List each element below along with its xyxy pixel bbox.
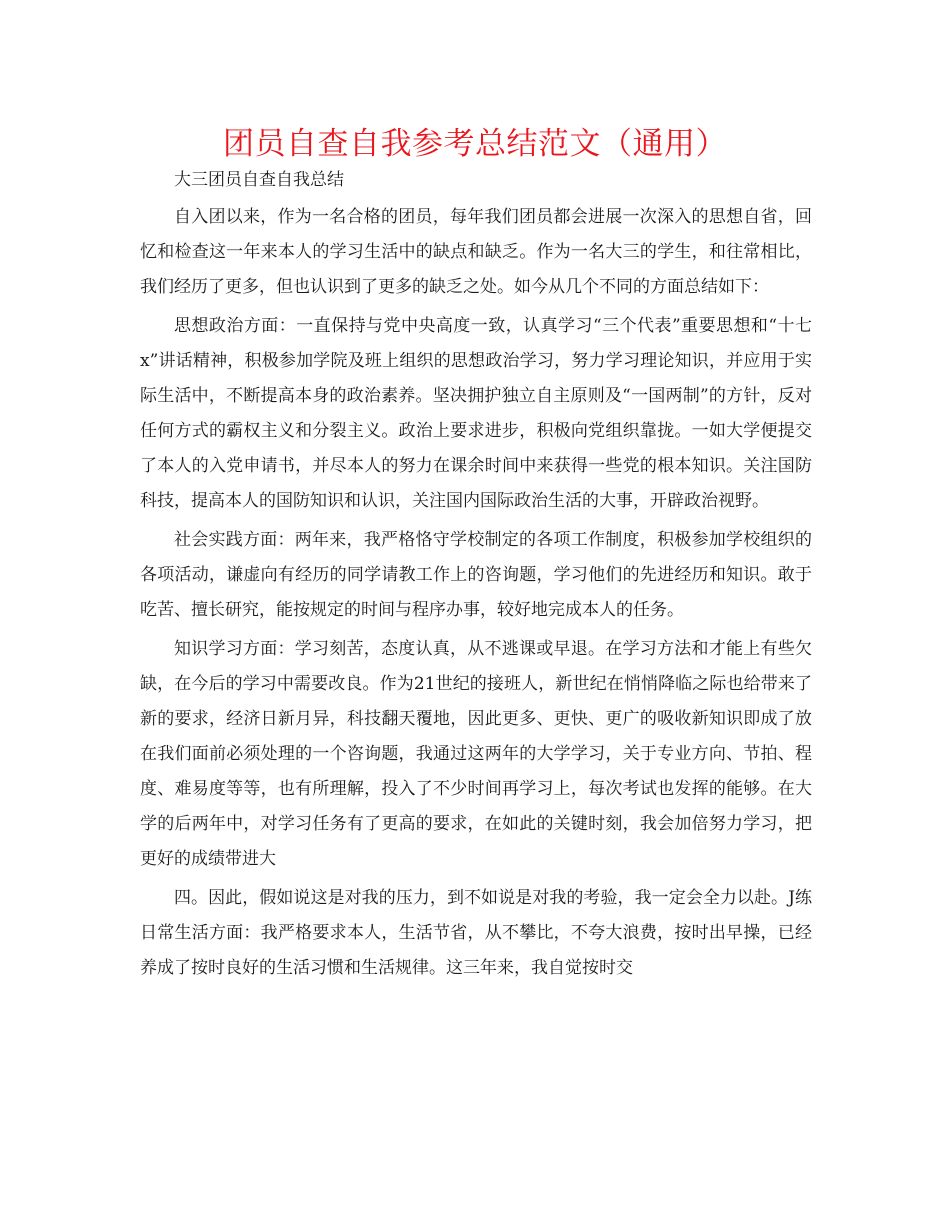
paragraph-social-practice: 社会实践方面：两年来，我严格恪守学校制定的各项工作制度，积极参加学校组织的各项活动，谦虚向有经历的同学请教工作上的咨询题，学习他们的先进经历和知识。敢于吃苦、擅长研究，能按规定的时间与程序办事，较好地完成本人的任务。 (140, 530, 812, 620)
paragraph-political: 思想政治方面：一直保持与党中央高度一致，认真学习“三个代表”重要思想和“十七x”讲话精神，积极参加学院及班上组织的思想政治学习，努力学习理论知识，并应用于实际生活中，不断提高本身的政治素养。坚决拥护独立自主原则及“一国两制”的方针，反对任何方式的霸权主义和分裂主义。政治上要求进步，积极向党组织靠拢。一如大学便提交了本人的入党申请书，并尽本人的努力在课余时间中来获得一些党的根本知识。关注国防科技，提高本人的国防知识和认识，关注国内国际政治生活的大事，开辟政治视野。 (140, 316, 812, 511)
document-subtitle: 大三团员自查自我总结 (174, 170, 344, 190)
document-title: 团员自查自我参考总结范文（通用） (223, 126, 727, 162)
document-body (140, 164, 812, 986)
paragraph-daily-life: 四。因此，假如说这是对我的压力，到不如说是对我的考验，我一定会全力以赴。J练日常生活方面：我严格要求本人，生活节省，从不攀比，不夸大浪费，按时出早操，已经养成了按时良好的生活习惯和生活规律。这三年来，我自觉按时交 (140, 888, 812, 978)
paragraph-intro: 自入团以来，作为一名合格的团员，每年我们团员都会进展一次深入的思想自省，回忆和检查这一年来本人的学习生活中的缺点和缺乏。作为一名大三的学生，和往常相比，我们经历了更多，但也认识到了更多的缺乏之处。如今从几个不同的方面总结如下： (140, 207, 812, 297)
paragraph-knowledge-study: 知识学习方面：学习刻苦，态度认真，从不逃课或早退。在学习方法和才能上有些欠缺，在今后的学习中需要改良。作为21世纪的接班人，新世纪在悄悄降临之际也给带来了新的要求，经济日新月异，科技翻天覆地，因此更多、更快、更广的吸收新知识即成了放在我们面前必须处理的一个咨询题，我通过这两年的大学学习，关于专业方向、节拍、程度、难易度等等，也有所理解，投入了不少时间再学习上，每次考试也发挥的能够。在大学的后两年中，对学习任务有了更高的要求，在如此的关键时刻，我会加倍努力学习，把更好的成绩带进大 (140, 639, 812, 869)
